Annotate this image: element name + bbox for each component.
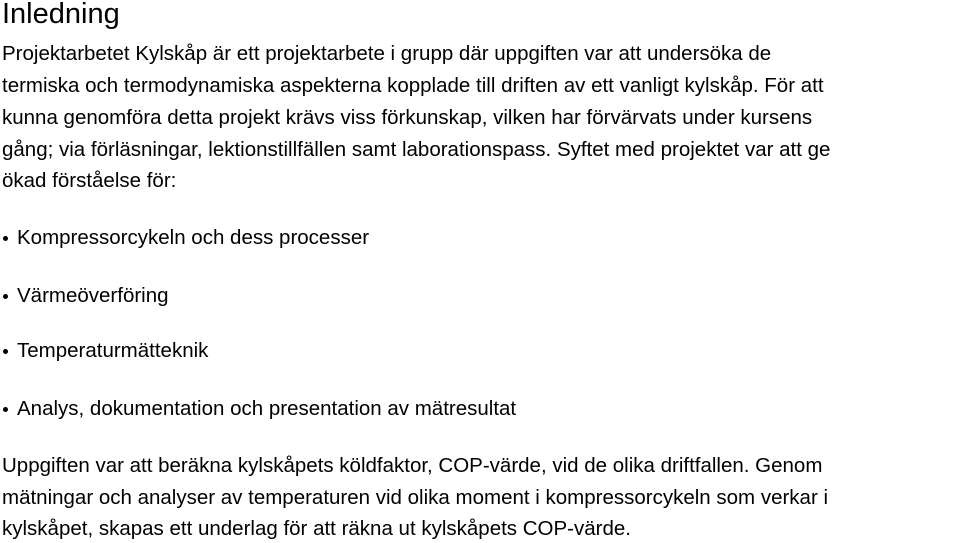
closing-line: mätningar och analyser av temperaturen vid olika moment i kompressorcykeln som verkar i <box>2 486 829 509</box>
bullet-item <box>2 395 516 423</box>
bullet-text: Kompressorcykeln och dess processer <box>17 226 370 249</box>
bullet-item <box>2 224 369 252</box>
intro-line: termiska och termodynamiska aspekterna kopplade till driften av ett vanligt kylskåp. För att <box>2 74 824 97</box>
intro-line: kunna genomföra detta projekt krävs viss förkunskap, vilken har förvärvats under kursens <box>2 106 813 129</box>
bullet-icon <box>3 294 8 299</box>
intro-line: ökad förståelse för: <box>2 169 177 192</box>
bullet-text: Analys, dokumentation och presentation av mätresultat <box>17 397 517 420</box>
bullet-item <box>2 282 169 310</box>
closing-line: kylskåpet, skapas ett underlag för att räkna ut kylskåpets COP-värde. <box>2 517 631 540</box>
page-title: Inledning <box>2 0 120 30</box>
bullet-icon <box>3 349 8 354</box>
bullet-icon <box>3 407 8 412</box>
bullet-icon <box>3 236 8 241</box>
bullet-item <box>2 337 208 365</box>
bullet-text: Temperaturmätteknik <box>17 339 209 362</box>
intro-line: gång; via förläsningar, lektionstillfällen samt laborationspass. Syftet med projektet var att ge <box>2 138 831 161</box>
closing-line: Uppgiften var att beräkna kylskåpets köldfaktor, COP-värde, vid de olika driftfallen. Genom <box>2 454 823 477</box>
intro-line: Projektarbetet Kylskåp är ett projektarbete i grupp där uppgiften var att undersöka de <box>2 42 772 65</box>
bullet-text: Värmeöverföring <box>17 284 169 307</box>
